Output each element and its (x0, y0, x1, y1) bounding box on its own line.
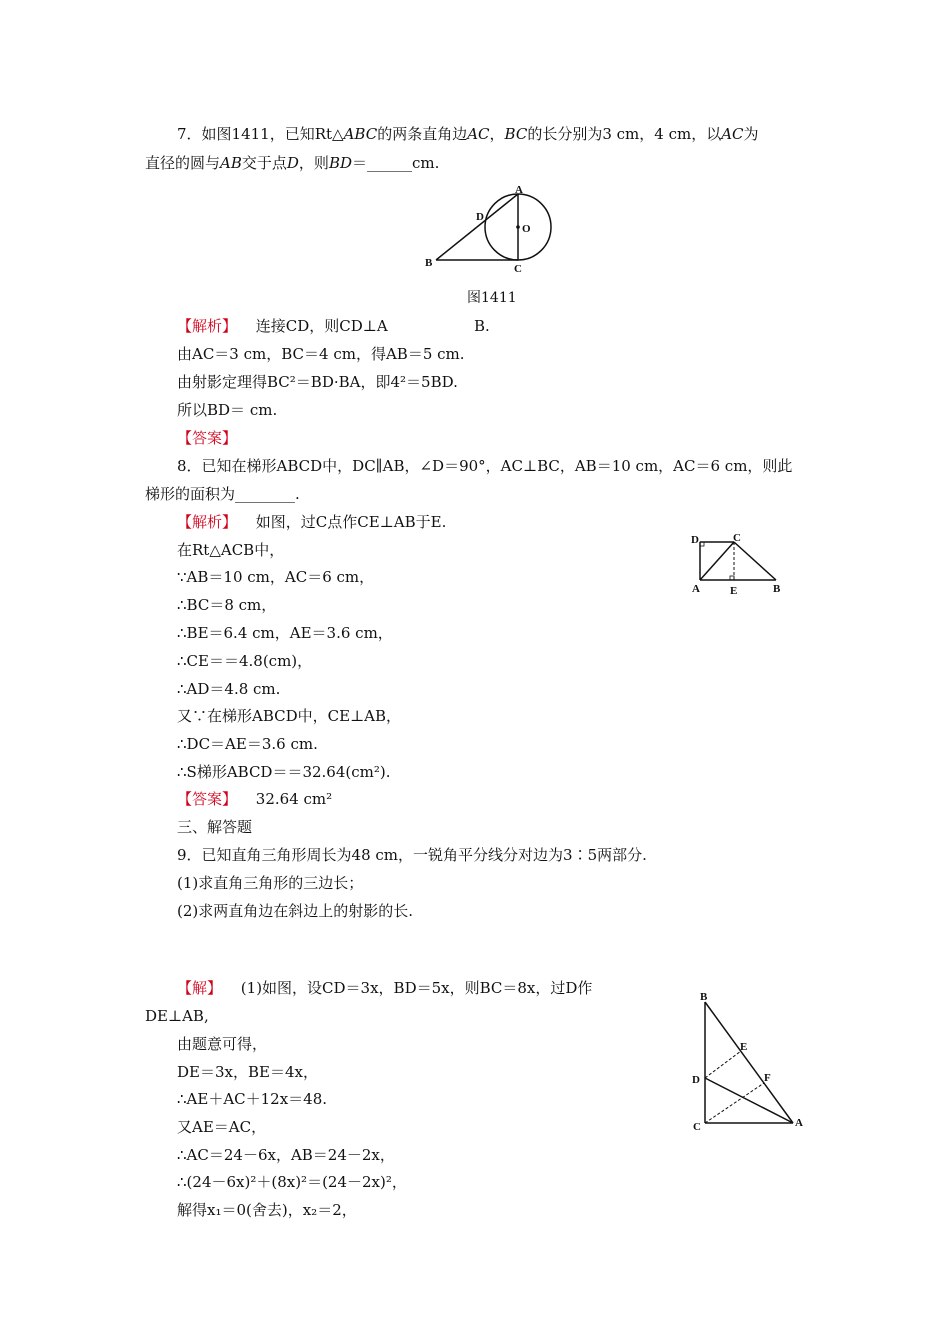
q9-step-1: 由题意可得， (177, 1035, 268, 1053)
q7-label-b: B (425, 257, 433, 269)
q7-segment-ab (436, 194, 518, 260)
q8-step-4: ∴BE＝6.4 cm，AE＝3.6 cm， (177, 624, 393, 642)
q7-center-dot (516, 225, 520, 229)
q9-step-2: DE＝3x，BE＝4x， (177, 1063, 318, 1081)
section-3-heading: 三、解答题 (177, 818, 253, 836)
q8-step-5: ∴CE＝＝4.8(cm)， (177, 652, 313, 670)
q7-label-d: D (476, 211, 484, 223)
q9-label-d: D (692, 1074, 700, 1086)
q8-step-3: ∴BC＝8 cm， (177, 596, 277, 614)
q8-step-7: 又∵在梯形ABCD中，CE⊥AB， (177, 707, 402, 725)
q8-label-d: D (691, 534, 699, 546)
q8-step-2: ∵AB＝10 cm，AC＝6 cm， (177, 568, 375, 586)
q7-label-o: O (522, 223, 531, 235)
q8-step-9: ∴S梯形ABCD＝＝32.64(cm²). (177, 763, 391, 781)
q9-label-e: E (740, 1041, 748, 1053)
q9-label-a: A (795, 1117, 803, 1129)
q9-figure-right-triangle (688, 988, 813, 1138)
q7-analysis-tail: B. (474, 317, 490, 335)
q7-step1: 由AC＝3 cm，BC＝4 cm，得AB＝5 cm. (177, 345, 465, 363)
q9-solution-line1: 【解】 (1)如图，设CD＝3x，BD＝5x，则BC＝8x，过D作 (177, 979, 593, 997)
q9-step-4: 又AE＝AC， (177, 1118, 267, 1136)
q7-figure-circle-triangle (420, 180, 560, 280)
q9-label-f: F (764, 1072, 771, 1084)
q8-line2: 梯形的面积为________. (145, 485, 300, 503)
q8-step-8: ∴DC＝AE＝3.6 cm. (177, 735, 318, 753)
q9-label-c: C (693, 1121, 701, 1133)
q8-step-1: 在Rt△ACB中， (177, 541, 285, 559)
q9-part1: (1)求直角三角形的三边长； (177, 874, 364, 892)
q8-answer: 【答案】 32.64 cm² (177, 790, 333, 808)
q8-label-c: C (733, 532, 741, 544)
q8-label-e: E (730, 585, 738, 597)
q8-label-a: A (692, 583, 700, 595)
q9-label-b: B (700, 991, 708, 1003)
q7-figure-caption: 图1411 (467, 290, 517, 306)
q8-figure-trapezoid (688, 528, 788, 598)
q7-step3: 所以BD＝ cm. (177, 401, 278, 419)
q7-step2: 由射影定理得BC²＝BD·BA，即4²＝5BD. (177, 373, 458, 391)
q7-answer-tag: 【答案】 (177, 429, 238, 447)
q9-solution-line2: DE⊥AB, (145, 1007, 209, 1025)
q7-label-c: C (514, 263, 522, 275)
q8-line1: 8．已知在梯形ABCD中，DC∥AB，∠D＝90°，AC⊥BC，AB＝10 cm，AC＝6 cm，则此 (177, 457, 793, 475)
q8-step-6: ∴AD＝4.8 cm. (177, 680, 281, 698)
q9-line1: 9．已知直角三角形周长为48 cm，一锐角平分线分对边为3∶5两部分. (177, 846, 647, 864)
q8-analysis: 【解析】 如图，过C点作CE⊥AB于E. (177, 513, 447, 531)
q9-step-6: ∴(24－6x)²＋(8x)²＝(24－2x)²， (177, 1173, 407, 1191)
q9-step-3: ∴AE＋AC＋12x＝48. (177, 1090, 328, 1108)
q9-step-5: ∴AC＝24－6x，AB＝24－2x， (177, 1146, 395, 1164)
q7-line2: 直径的圆与AB交于点D，则BD＝______cm. (145, 154, 440, 172)
q9-part2: (2)求两直角边在斜边上的射影的长. (177, 902, 414, 920)
q7-label-a: A (515, 184, 523, 196)
q8-label-b: B (773, 583, 781, 595)
q9-step-7: 解得x₁＝0(舍去)，x₂＝2， (177, 1201, 357, 1219)
q7-line1: 7．如图1411，已知Rt△ABC的两条直角边AC，BC的长分别为3 cm，4 cm，以AC为 (177, 125, 759, 143)
q7-analysis: 【解析】 连接CD，则CD⊥A (177, 317, 388, 335)
